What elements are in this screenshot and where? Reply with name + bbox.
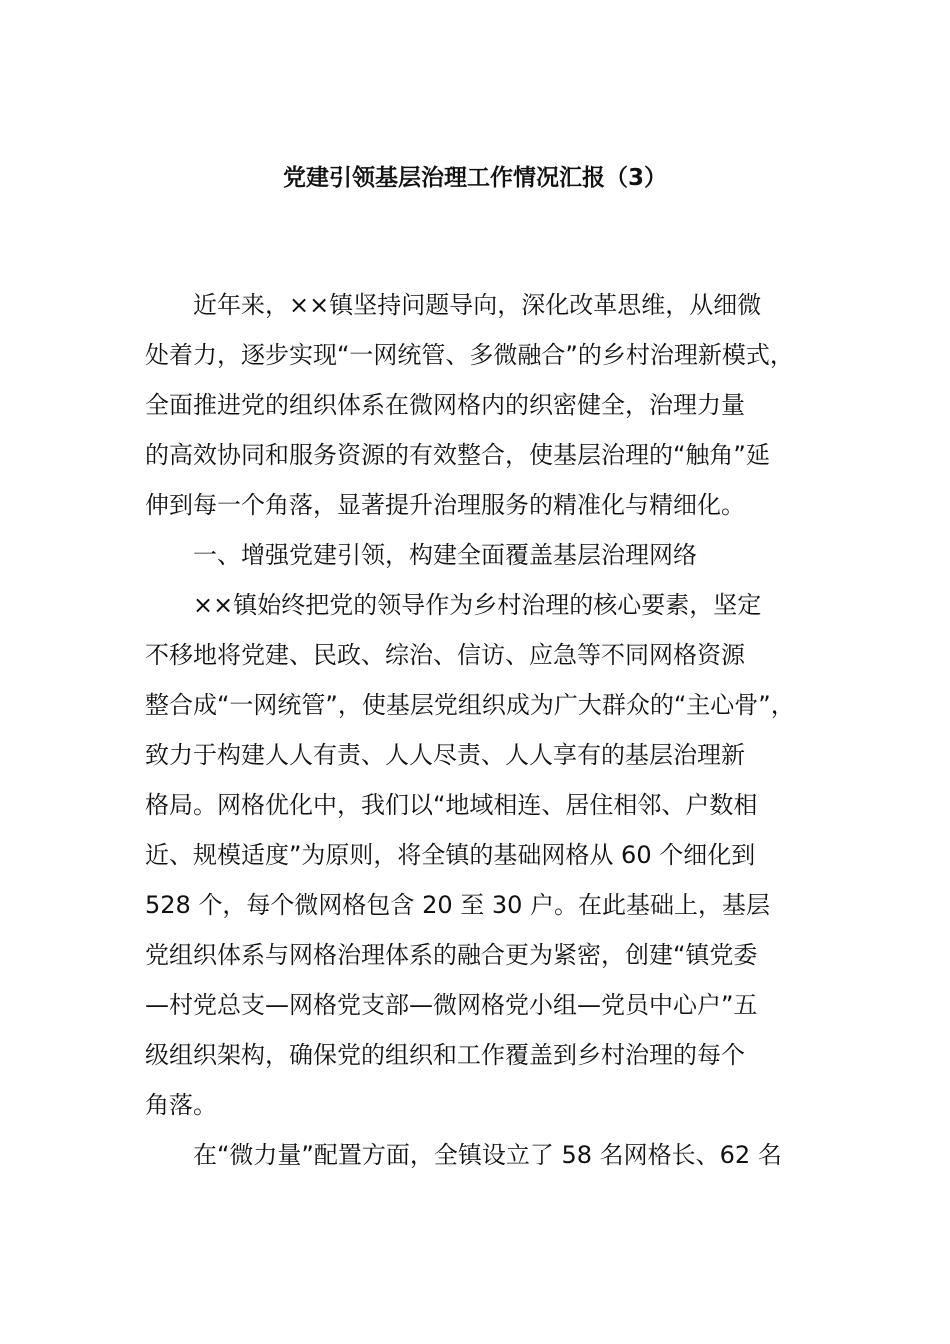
paragraph-line: 党组织体系与网格治理体系的融合更为紧密，创建“镇党委 bbox=[145, 941, 758, 969]
paragraph-line: 处着力，逐步实现“一网统管、多微融合”的乡村治理新模式， bbox=[145, 341, 794, 369]
paragraph-line: 的高效协同和服务资源的有效整合，使基层治理的“触角”延 bbox=[145, 441, 770, 469]
paragraph-line: 伸到每一个角落，显著提升治理服务的精准化与精细化。 bbox=[145, 491, 745, 519]
paragraph-line: 不移地将党建、民政、综治、信访、应急等不同网格资源 bbox=[145, 641, 745, 669]
paragraph-line: 致力于构建人人有责、人人尽责、人人享有的基层治理新 bbox=[145, 741, 745, 769]
paragraph-line: 528 个，每个微网格包含 20 至 30 户。在此基础上，基层 bbox=[145, 891, 771, 919]
document-body bbox=[145, 280, 815, 1180]
paragraph-line: 近年来，××镇坚持问题导向，深化改革思维，从细微 bbox=[193, 291, 762, 319]
paragraph-line: 角落。 bbox=[145, 1091, 217, 1119]
paragraph-line: —村党总支—网格党支部—微网格党小组—党员中心户”五 bbox=[145, 991, 758, 1019]
paragraph-line: 级组织架构，确保党的组织和工作覆盖到乡村治理的每个 bbox=[145, 1041, 745, 1069]
paragraph-line: 整合成“一网统管”，使基层党组织成为广大群众的“主心骨”， bbox=[145, 691, 795, 719]
paragraph-line: ××镇始终把党的领导作为乡村治理的核心要素，坚定 bbox=[193, 591, 762, 619]
document-title: 党建引领基层治理工作情况汇报（3） bbox=[282, 165, 667, 191]
paragraph-line: 格局。网格优化中，我们以“地域相连、居住相邻、户数相 bbox=[145, 791, 758, 819]
paragraph-line: 在“微力量”配置方面，全镇设立了 58 名网格长、62 名 bbox=[193, 1141, 782, 1169]
paragraph-line: 近、规模适度”为原则，将全镇的基础网格从 60 个细化到 bbox=[145, 841, 756, 869]
section-heading: 一、增强党建引领，构建全面覆盖基层治理网络 bbox=[193, 541, 697, 569]
paragraph-line: 全面推进党的组织体系在微网格内的织密健全，治理力量 bbox=[145, 391, 745, 419]
